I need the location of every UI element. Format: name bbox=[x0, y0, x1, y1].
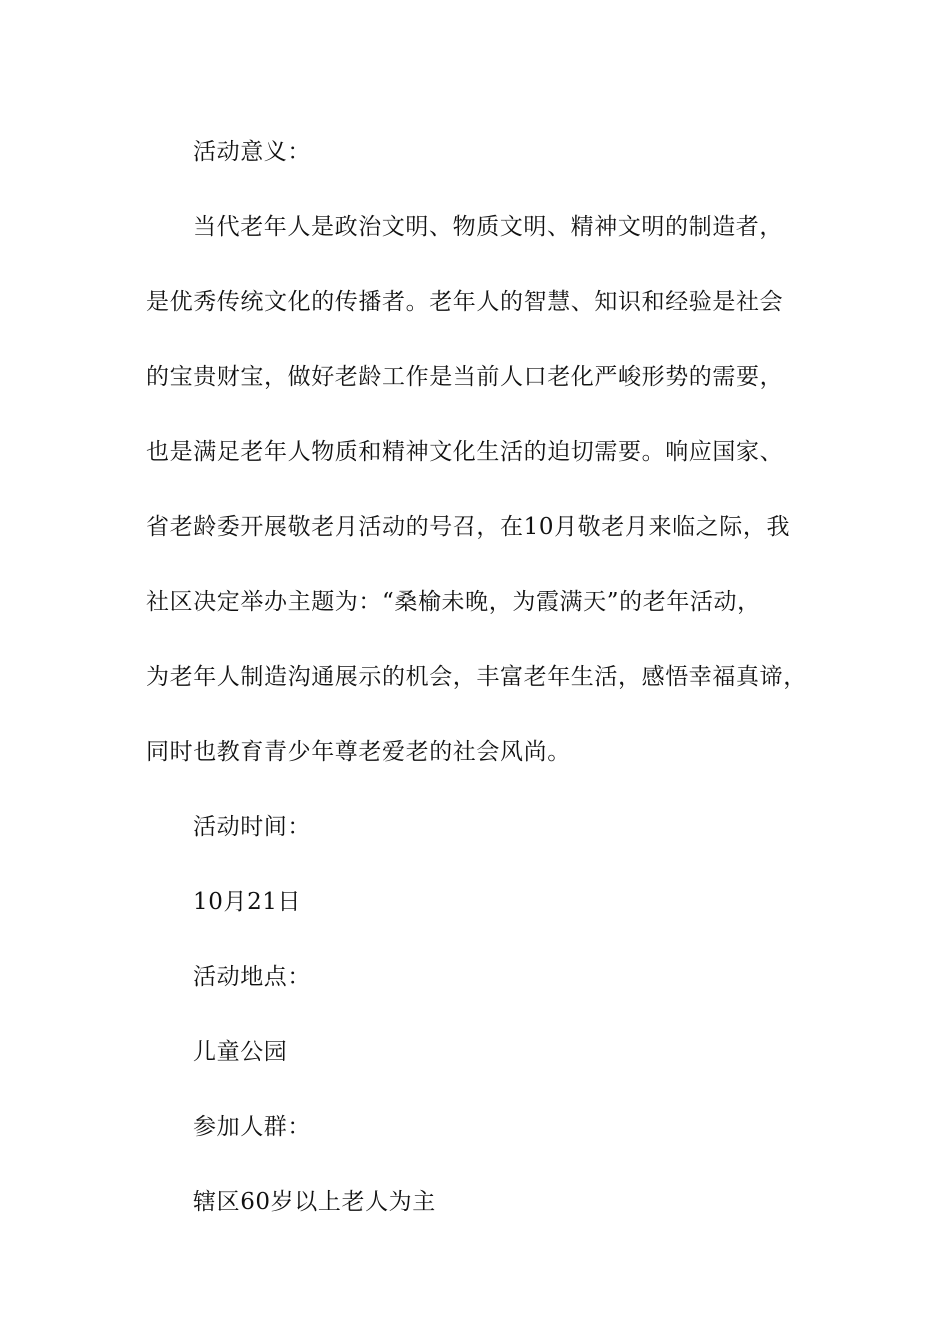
significance-heading: 活动意义： bbox=[193, 139, 311, 165]
location-value: 儿童公园 bbox=[193, 1039, 288, 1065]
location-heading: 活动地点： bbox=[193, 964, 311, 990]
significance-line: 也是满足老年人物质和精神文化生活的迫切需要。响应国家、 bbox=[146, 439, 784, 465]
time-value: 10月21日 bbox=[193, 889, 302, 915]
significance-line: 的宝贵财宝，做好老龄工作是当前人口老化严峻形势的需要， bbox=[146, 364, 784, 390]
significance-line: 同时也教育青少年尊老爱老的社会风尚。 bbox=[146, 739, 571, 765]
participants-value: 辖区60岁以上老人为主 bbox=[193, 1189, 436, 1215]
significance-line: 为老年人制造沟通展示的机会，丰富老年生活，感悟幸福真谛， bbox=[146, 664, 807, 690]
time-heading: 活动时间： bbox=[193, 814, 311, 840]
significance-line: 社区决定举办主题为：“桑榆未晚，为霞满天”的老年活动， bbox=[146, 589, 761, 615]
significance-line: 当代老年人是政治文明、物质文明、精神文明的制造者， bbox=[193, 214, 783, 240]
significance-line: 省老龄委开展敬老月活动的号召，在10月敬老月来临之际，我 bbox=[146, 514, 791, 540]
participants-heading: 参加人群： bbox=[193, 1114, 311, 1140]
significance-line: 是优秀传统文化的传播者。老年人的智慧、知识和经验是社会 bbox=[146, 289, 784, 315]
